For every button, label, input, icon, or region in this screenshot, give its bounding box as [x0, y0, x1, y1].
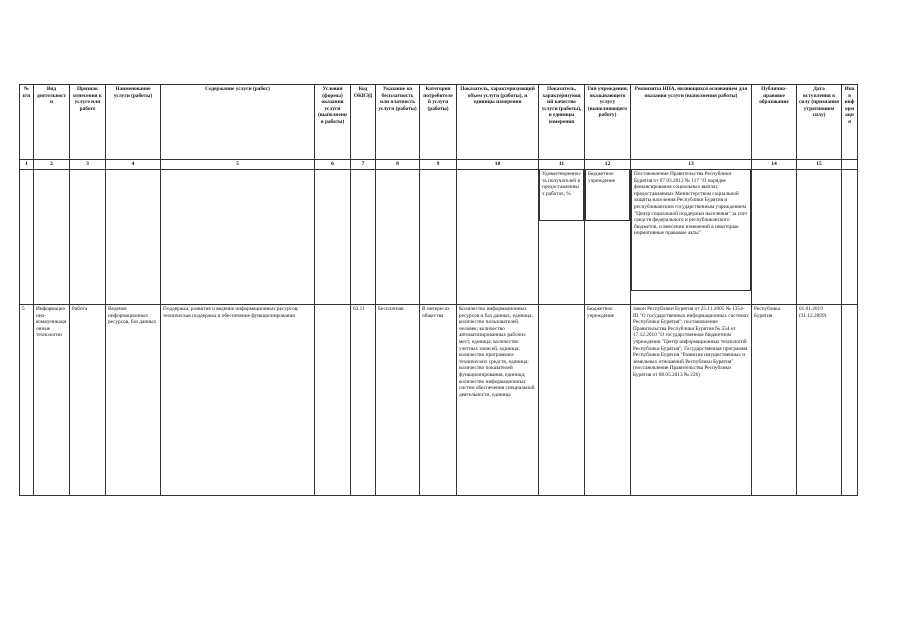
column-number-cell: 3 — [70, 160, 106, 170]
column-number-cell: 9 — [420, 160, 457, 170]
volume-cell: Количество информационных ресурсов и баз данных, единица; количество пользователей, человек; количество автоматизированных рабочих мест, единица; количество учетных записей, единица; количество программно-технических средств, единица; количество показателей функционирования, единица; количество информационных систем обеспечения специальной деятельности, единица — [457, 305, 539, 496]
column-number-cell: 13 — [631, 160, 752, 170]
registry-page — [19, 84, 857, 496]
quality-cell — [539, 170, 585, 305]
empty-cell — [842, 170, 858, 305]
header-cell: Указание на бесплатность или платность услуги (работы) — [376, 85, 420, 160]
column-number-cell: 2 — [34, 160, 70, 170]
empty-cell — [161, 170, 315, 305]
npa-cell: Закон Республики Бурятия от 25.11.2005 № 1354-III "О государственных информационных системах Республики Бурятия"; постановление Правительства Республики Бурятия № 554 от 17.12.2010 "О государственном бюджетном учреждении "Центр информационных технологий Республики Бурятия"; Государственная программа Республики Бурятия "Развитие имущественных и земельных отношений Республики Бурятия" (постановление Правительства Республики Бурятия от 08.05.2013 № 226) — [631, 305, 752, 496]
services-registry-table — [19, 84, 858, 496]
public-entity-cell: Республика Бурятия — [752, 305, 797, 496]
content-cell: Поддержка, развитие и ведение информационных ресурсов; техническая поддержка и обеспечение функционирования — [161, 305, 315, 496]
empty-cell — [351, 170, 376, 305]
institution-type-cell: Бюджетное учреждение — [585, 305, 631, 496]
other-info-cell — [842, 305, 858, 496]
column-number-cell: 10 — [457, 160, 539, 170]
header-cell: Содержание услуги (работ) — [161, 85, 315, 160]
npa-text: Постановление Правительства Республики Бурятия от 07.03.2012 № 117 "О порядке финансирования социальных выплат, предоставляемых Министерством социальной защиты населения Республики Бурятия и республиканским государственным учреждением "Центр социальной поддержки населения" за счет средств федерального и республиканского бюджетов, и внесении изменений в некоторые нормативные правовые акты" — [631, 170, 751, 291]
row-number: 5 — [20, 305, 34, 496]
header-cell: Тип учреждения, оказывающего услугу (выполняющего работу) — [585, 85, 631, 160]
activity-cell: Информационно-коммуникационные технологии — [34, 305, 70, 496]
empty-cell — [457, 170, 539, 305]
sign-cell: Работа — [70, 305, 106, 496]
service-name-cell: Ведение информационных ресурсов, баз данных — [106, 305, 161, 496]
header-cell: Иная информация — [842, 85, 858, 160]
category-cell: В интересах общества — [420, 305, 457, 496]
column-number-cell: 8 — [376, 160, 420, 170]
header-row — [20, 85, 858, 160]
empty-cell — [315, 170, 351, 305]
quality-text: Удовлетворенность получателей в предоставленных работах, % — [539, 170, 584, 221]
header-cell: Условия (формы) оказания услуги (выполнения работы) — [315, 85, 351, 160]
quality-cell — [539, 305, 585, 496]
institution-type-text: Бюджетное учреждение — [585, 170, 630, 221]
column-number-cell: 11 — [539, 160, 585, 170]
header-cell: Показатель, характеризующий объем услуги (работы), и единицы измерения — [457, 85, 539, 160]
header-cell: Публично-правовое образование — [752, 85, 797, 160]
empty-cell — [34, 170, 70, 305]
column-number-row — [20, 160, 858, 170]
header-cell: Категория потребителей услуги (работы) — [420, 85, 457, 160]
header-cell: Дата вступления в силу (признания утратившим силу) — [797, 85, 842, 160]
header-cell: Вид деятельности — [34, 85, 70, 160]
header-cell: Показатель, характеризующий качество услуги (работы), и единицы измерения — [539, 85, 585, 160]
column-number-cell: 1 — [20, 160, 34, 170]
header-cell: Код ОКВЭД — [351, 85, 376, 160]
continuation-row — [20, 170, 858, 305]
column-number-cell: 4 — [106, 160, 161, 170]
header-cell: Наименование услуги (работы) — [106, 85, 161, 160]
header-cell: Реквизиты НПА, являющихся основанием для оказания услуги (выполнения работы) — [631, 85, 752, 160]
empty-cell — [420, 170, 457, 305]
conditions-cell — [315, 305, 351, 496]
column-number-cell: 5 — [161, 160, 315, 170]
empty-cell — [797, 170, 842, 305]
empty-cell — [376, 170, 420, 305]
column-number-cell: 7 — [351, 160, 376, 170]
header-cell: № п/п — [20, 85, 34, 160]
paid-cell: Бесплатная — [376, 305, 420, 496]
column-number-cell: 14 — [752, 160, 797, 170]
header-cell: Признак отнесения к услуге или работе — [70, 85, 106, 160]
institution-type-cell — [585, 170, 631, 305]
empty-cell — [842, 160, 858, 170]
okved-cell: 63.11 — [351, 305, 376, 496]
column-number-cell: 12 — [585, 160, 631, 170]
column-number-cell: 15 — [797, 160, 842, 170]
npa-cell — [631, 170, 752, 305]
empty-cell — [106, 170, 161, 305]
date-cell: 01.01.2019 (31.12.2099) — [797, 305, 842, 496]
column-number-cell: 6 — [315, 160, 351, 170]
empty-cell — [20, 170, 34, 305]
table-row — [20, 305, 858, 496]
empty-cell — [70, 170, 106, 305]
empty-cell — [752, 170, 797, 305]
